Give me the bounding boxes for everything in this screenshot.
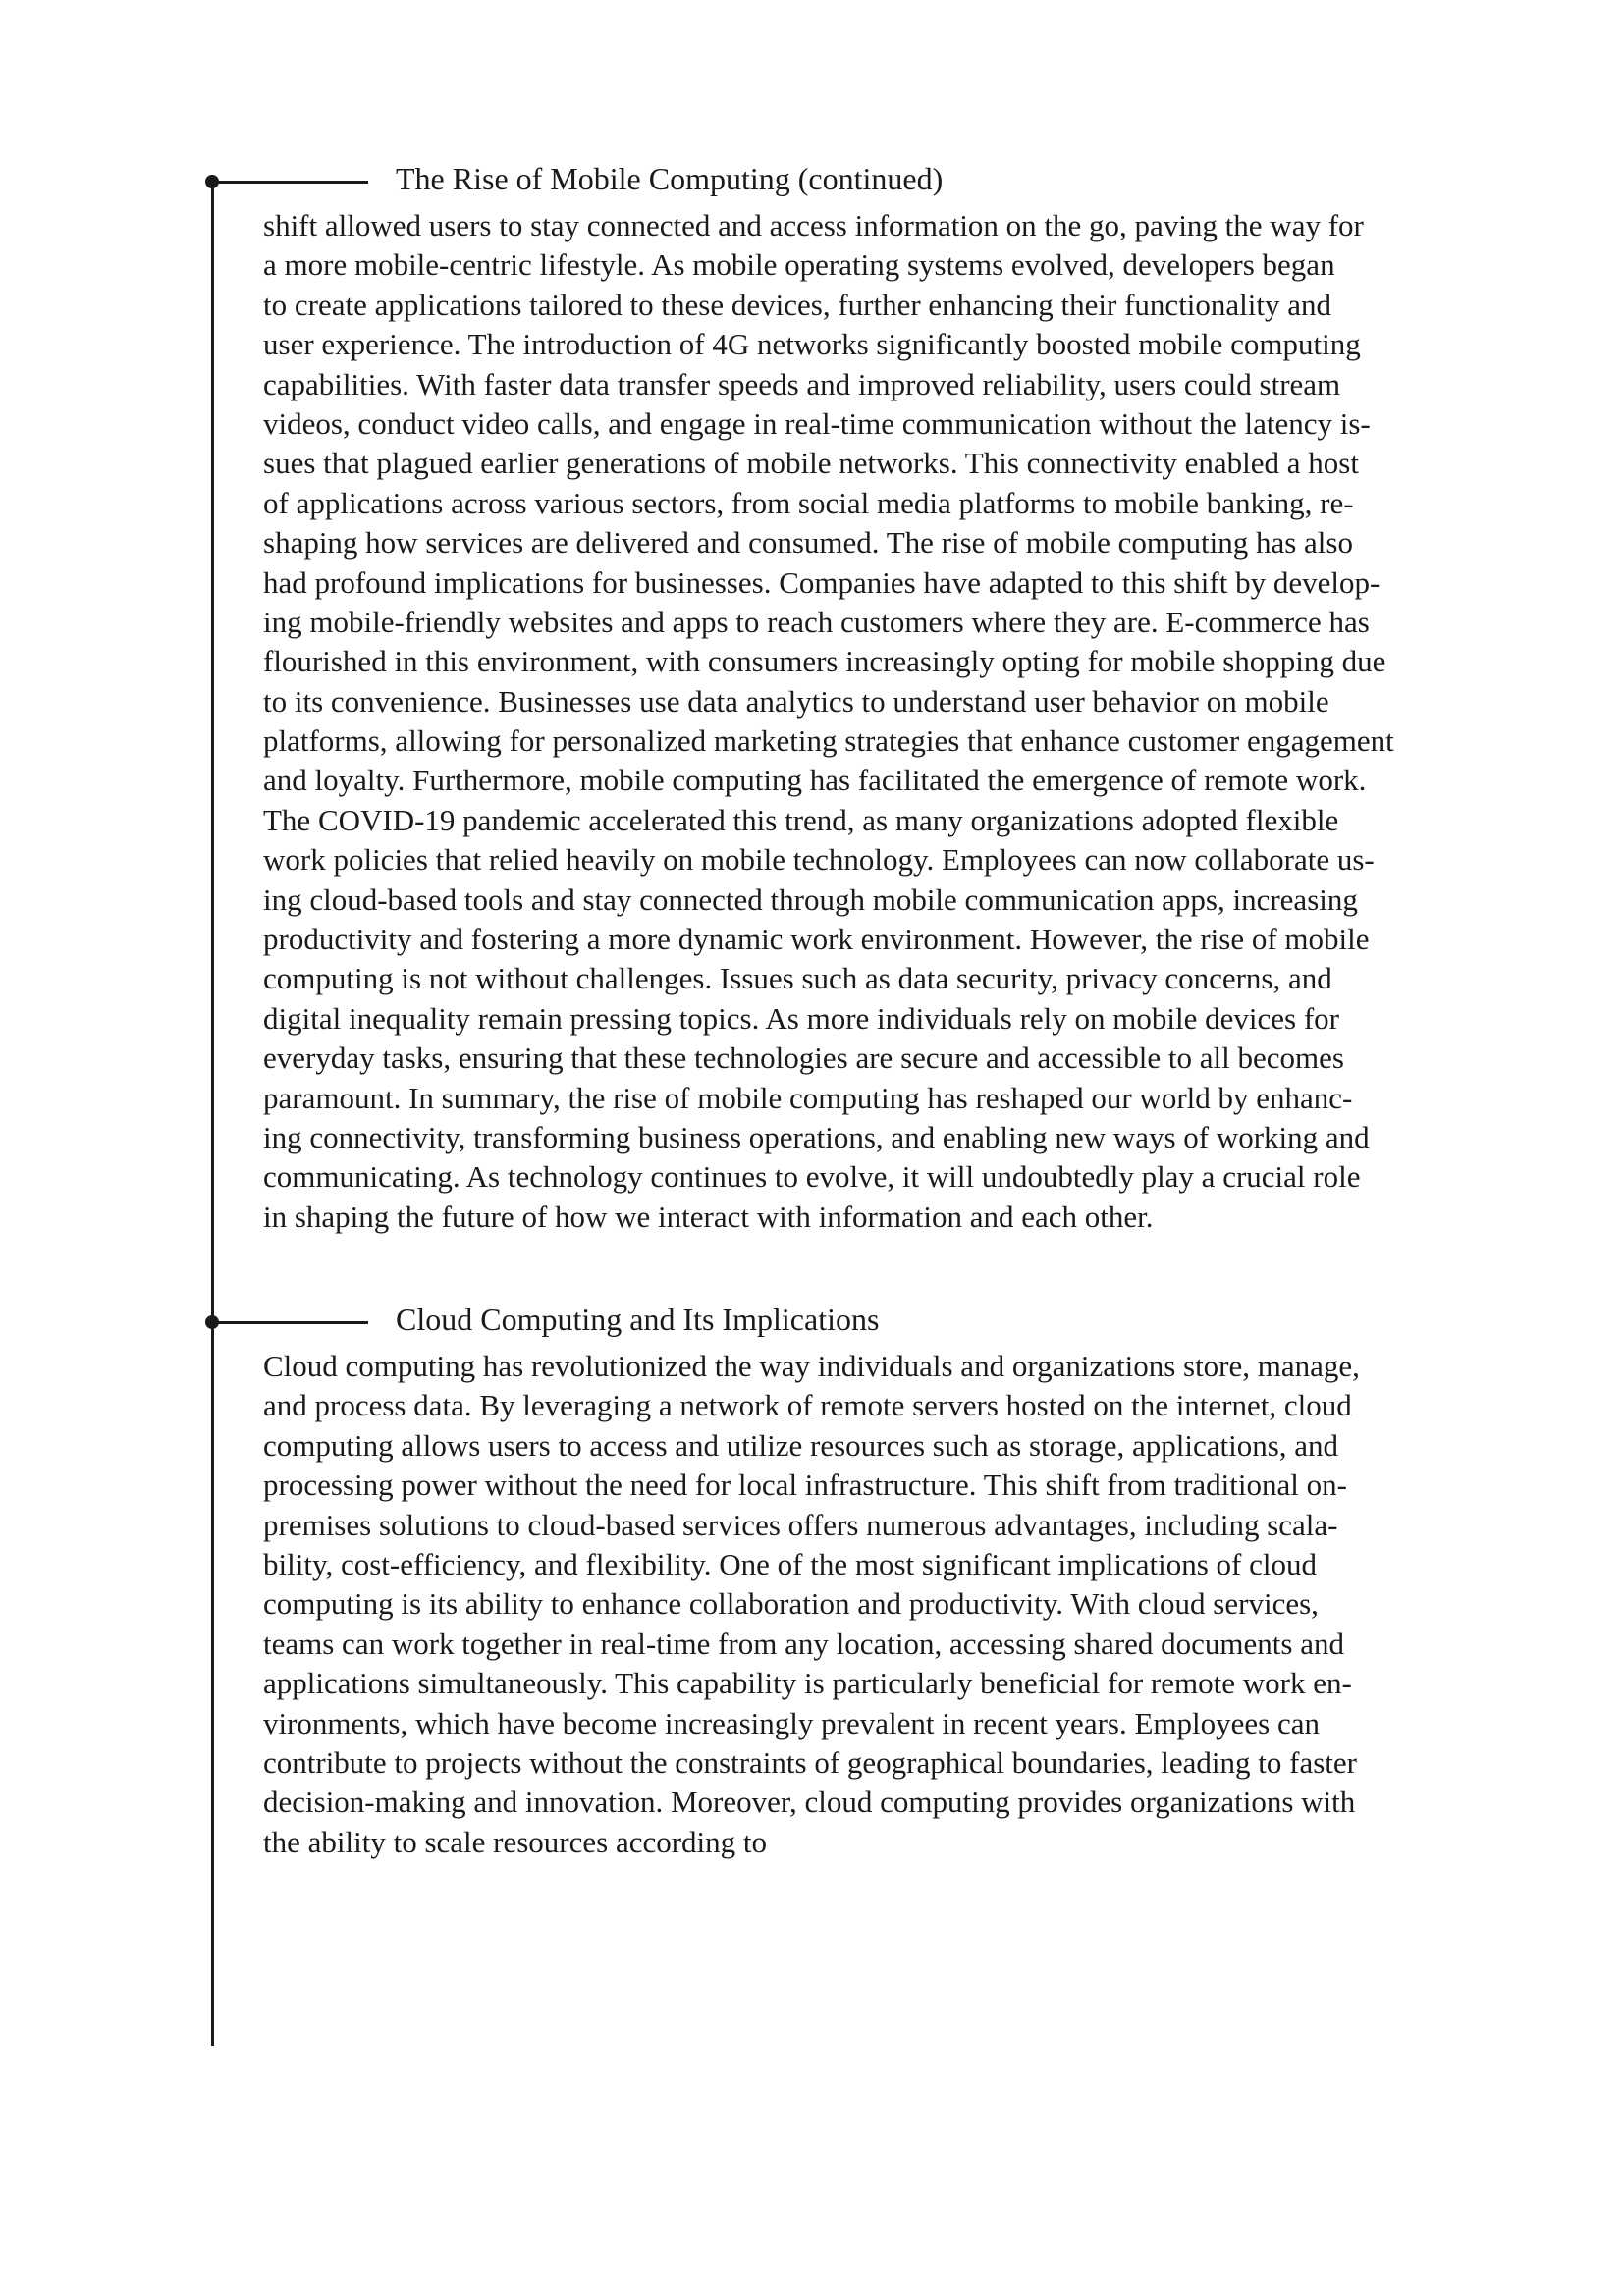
text-line: work policies that relied heavily on mobile technology. Employees can now collaborate us- (263, 842, 1375, 878)
text-line: videos, conduct video calls, and engage in real-time communication without the latency is- (263, 405, 1371, 441)
text-line: ing mobile-friendly websites and apps to reach customers where they are. E-commerce has (263, 604, 1370, 639)
text-line: shift allowed users to stay connected and access information on the go, paving the way for (263, 208, 1364, 242)
section-title: Cloud Computing and Its Implications (396, 1302, 880, 1337)
text-line: decision-making and innovation. Moreover, cloud computing provides organizations with (263, 1785, 1356, 1820)
text-line: computing is its ability to enhance collaboration and productivity. With cloud services, (263, 1586, 1319, 1622)
text-line: contribute to projects without the constraints of geographical boundaries, leading to faster (263, 1744, 1357, 1780)
text-line: user experience. The introduction of 4G networks significantly boosted mobile computing (263, 327, 1361, 362)
text-line: applications simultaneously. This capability is particularly beneficial for remote work en- (263, 1666, 1352, 1701)
text-line: vironments, which have become increasingly prevalent in recent years. Employees can (263, 1705, 1320, 1740)
text-line: teams can work together in real-time from any location, accessing shared documents and (263, 1626, 1344, 1661)
text-line: of applications across various sectors, from social media platforms to mobile banking, re- (263, 485, 1354, 520)
section-body (263, 1347, 1512, 1862)
text-line: The COVID-19 pandemic accelerated this trend, as many organizations adopted flexible (263, 802, 1339, 837)
text-line: computing is not without challenges. Issues such as data security, privacy concerns, and (263, 961, 1332, 996)
text-line: productivity and fostering a more dynamic work environment. However, the rise of mobile (263, 922, 1370, 957)
text-line: the ability to scale resources according to (263, 1824, 768, 1859)
text-line: and loyalty. Furthermore, mobile computing has facilitated the emergence of remote work. (263, 763, 1367, 798)
text-line: bility, cost-efficiency, and flexibility. One of the most significant implications of cloud (263, 1546, 1317, 1581)
text-line: to create applications tailored to these devices, further enhancing their functionality and (263, 287, 1332, 322)
section-title: The Rise of Mobile Computing (continued) (396, 161, 944, 196)
text-line: in shaping the future of how we interact with information and each other. (263, 1199, 1154, 1234)
text-line: Cloud computing has revolutionized the way individuals and organizations store, manage, (263, 1349, 1360, 1383)
text-line: to its convenience. Businesses use data analytics to understand user behavior on mobile (263, 683, 1329, 719)
text-line: and process data. By leveraging a network of remote servers hosted on the internet, cloud (263, 1388, 1352, 1423)
text-line: processing power without the need for local infrastructure. This shift from traditional on- (263, 1468, 1347, 1503)
text-line: capabilities. With faster data transfer speeds and improved reliability, users could stream (263, 366, 1341, 401)
text-line: digital inequality remain pressing topics. As more individuals rely on mobile devices for (263, 1000, 1339, 1036)
timeline-vertical-line (211, 181, 214, 2046)
timeline-connector (216, 1321, 368, 1324)
text-line: everyday tasks, ensuring that these technologies are secure and accessible to all becomes (263, 1041, 1344, 1076)
section-body (263, 206, 1512, 1237)
text-line: communicating. As technology continues to evolve, it will undoubtedly play a crucial role (263, 1159, 1361, 1195)
text-line: computing allows users to access and utilize resources such as storage, applications, and (263, 1427, 1339, 1463)
text-line: ing cloud-based tools and stay connected through mobile communication apps, increasing (263, 881, 1358, 917)
text-line: platforms, allowing for personalized marketing strategies that enhance customer engagement (263, 723, 1394, 759)
text-line: sues that plagued earlier generations of mobile networks. This connectivity enabled a host (263, 446, 1359, 481)
text-line: paramount. In summary, the rise of mobile computing has reshaped our world by enhanc- (263, 1080, 1353, 1115)
text-line: premises solutions to cloud-based services offers numerous advantages, including scala- (263, 1507, 1338, 1542)
text-line: had profound implications for businesses. Companies have adapted to this shift by develop- (263, 564, 1380, 600)
text-line: a more mobile-centric lifestyle. As mobile operating systems evolved, developers began (263, 247, 1335, 283)
text-line: ing connectivity, transforming business operations, and enabling new ways of working and (263, 1119, 1370, 1154)
text-line: flourished in this environment, with consumers increasingly opting for mobile shopping due (263, 644, 1386, 679)
timeline-connector (216, 181, 368, 184)
text-line: shaping how services are delivered and consumed. The rise of mobile computing has also (263, 525, 1353, 561)
